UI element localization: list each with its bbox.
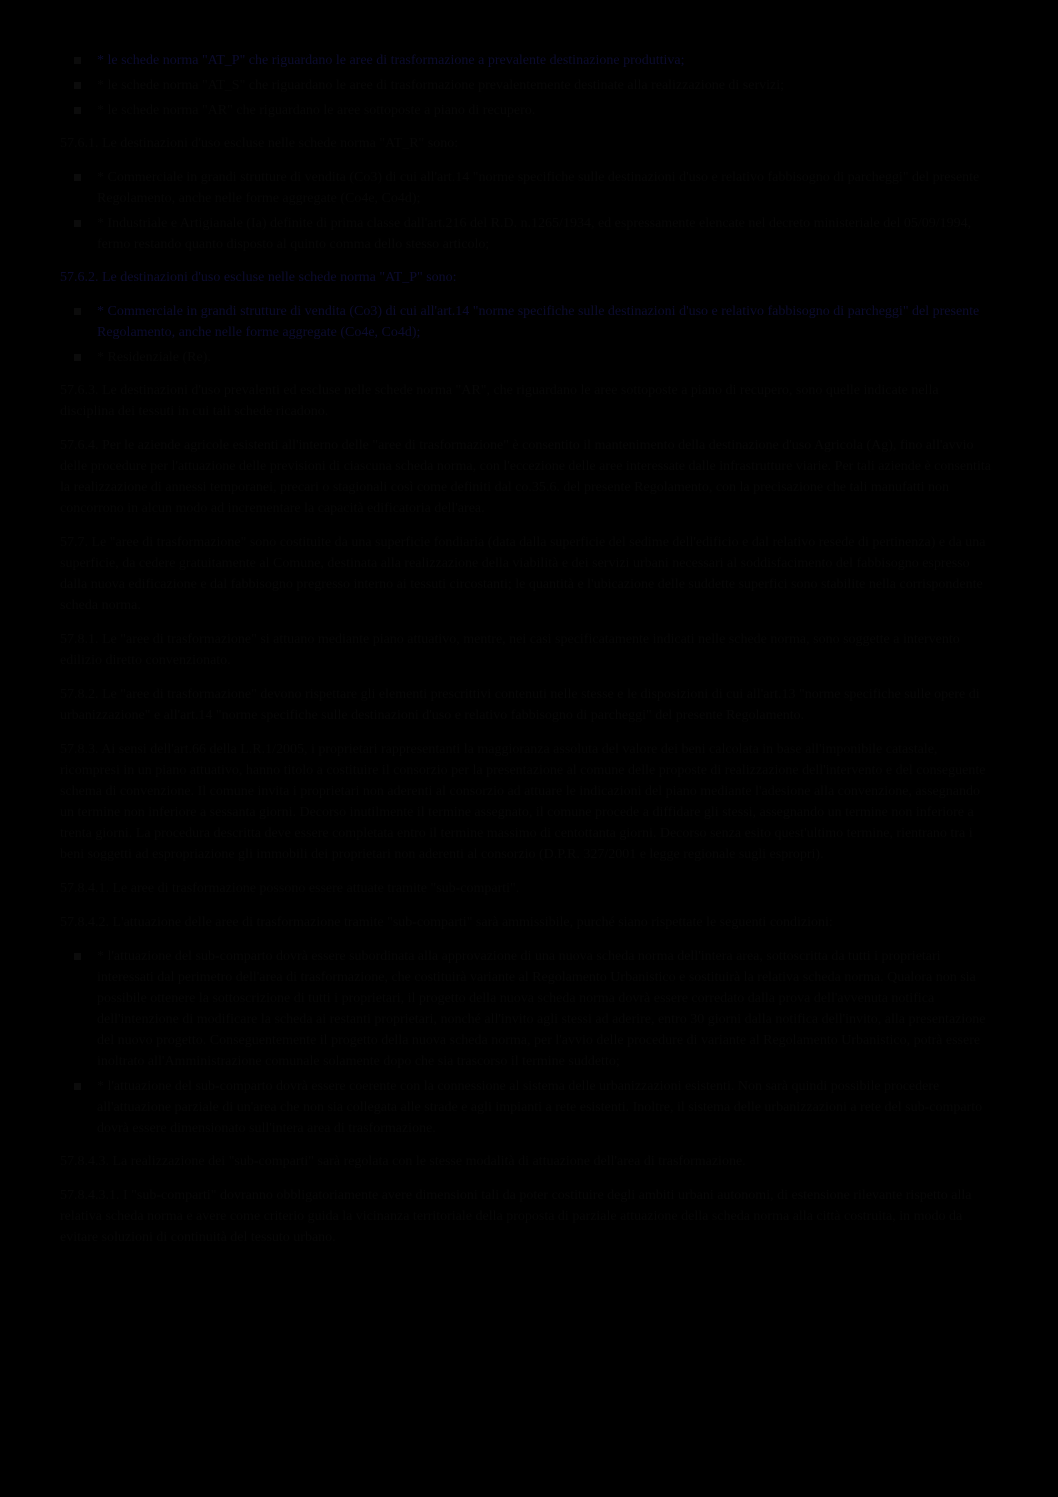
list-item-text: * Commerciale in grandi strutture di vendita (Co3) di cui all'art.14 "norme specifiche sulle destinazioni d'uso e relativo fabbisogno di parcheggi" del presente Regolamento, anche nelle forme aggregate (Co4e, Co4d); [97, 304, 980, 340]
paragraph-57-8-3: 57.8.3. Ai sensi dell'art.66 della L.R.1/2005, i proprietari rappresentanti la maggioranza assoluta del valore dei beni calcolata in base all'imponibile catastale, ricompresi in un piano attuativo, hanno titolo a costituire il consorzio per la presentazione al comune delle proposte di realizzazione dell'intervento e del conseguente schema di convenzione. Il comune invita i proprietari non aderenti al consorzio ad attuare le indicazioni del piano mediante l'adesione alla convenzione, assegnando un termine non inferiore a sessanta giorni. Decorso inutilmente il termine assegnato, il comune procede a diffidare gli stessi, assegnando un termine non inferiore a trenta giorni. La procedura descritta deve essere completata entro il termine massimo di centottanta giorni. Decorso senza esito quest'ultimo termine, rientrano tra i beni soggetti ad espropriazione gli immobili dei proprietari non aderenti al consorzio (D.P.R. 327/2001 e legge regionale sugli espropri). [60, 742, 986, 862]
list-item-text: * Industriale e Artigianale (Ia) definite di prima classe dall'art.216 del R.D. n.1265/1934, ed espressamente elencate nel decreto ministeriale del 05/09/1994, fermo restando quanto disposto al quinto comma dello stesso articolo; [97, 216, 972, 252]
document-page [60, 50, 995, 1261]
list-item-text: * Commerciale in grandi strutture di vendita (Co3) di cui all'art.14 "norme specifiche sulle destinazioni d'uso e relativo fabbisogno di parcheggi" del presente Regolamento, anche nelle forme aggregate (Co4e, Co4d); [97, 170, 980, 206]
list-item [60, 946, 995, 1072]
paragraph-57-6-2: 57.6.2. Le destinazioni d'uso escluse nelle schede norma "AT_P" sono: [60, 270, 457, 285]
paragraph-57-8-2: 57.8.2. Le "aree di trasformazione" devono rispettare gli elementi prescrittivi contenuti nelle stesse e le disposizioni di cui all'art.13 "norme specifiche sulle opere di urbanizzazione" e all'art.14 "norme specifiche sulle destinazioni d'uso e relativo fabbisogno di parcheggi" del presente Regolamento. [60, 687, 980, 723]
list-item [60, 213, 995, 255]
area-types-list [60, 50, 995, 121]
excluded-uses-at-r-list [60, 167, 995, 255]
paragraph-57-7: 57.7. Le "aree di trasformazione" sono costituite da una superficie fondiaria (data dalla superficie del sedime dell'edificio e dal relativo resede di pertinenza) e da una superficie, da cedere gratuitamente al Comune, destinata alla realizzazione della viabilità e dei servizi urbani necessari al soddisfacimento del fabbisogno espresso dalla nuova edificazione e dal fabbisogno pregresso interno ai tessuti circostanti; le quantità e l'ubicazione delle suddette superfici sono stabilite nella corrispondente scheda norma. [60, 535, 986, 613]
list-item-text: * le schede norma "AT_P" che riguardano le aree di trasformazione a prevalente destinazione produttiva; [97, 53, 685, 68]
paragraph-57-8-4-3: 57.8.4.3. La realizzazione dei "sub-comparti" sarà regolata con le stesse modalità di attuazione dell'area di trasformazione. [60, 1154, 746, 1169]
list-item-text: * le schede norma "AT_S" che riguardano le aree di trasformazione prevalentemente destinate alla realizzazione di servizi; [97, 78, 785, 93]
paragraph-57-8-4-1: 57.8.4.1. Le aree di trasformazione possono essere attuate tramite "sub-comparti". [60, 881, 520, 896]
list-item [60, 50, 995, 71]
list-item-text: * l'attuazione del sub-comparto dovrà essere coerente con la connessione al sistema delle urbanizzazioni esistenti. Non sarà quindi possibile procedere all'attuazione parziale di un'area che non sia collegata alle strade e agli impianti a rete esistenti. Inoltre, il sistema delle urbanizzazioni a rete del sub-comparto dovrà essere dimensionato sull'intera area di trasformazione. [97, 1079, 983, 1136]
square-bullet-icon [74, 953, 81, 960]
list-item [60, 1076, 995, 1139]
paragraph-57-6-1: 57.6.1. Le destinazioni d'uso escluse nelle schede norma "AT_R" sono: [60, 136, 459, 151]
paragraph-57-6-4: 57.6.4. Per le aziende agricole esistenti all'interno delle "aree di trasformazione" è consentito il mantenimento della destinazione d'uso Agricola (Ag), fino all'avvio delle procedure per l'attuazione delle previsioni di ciascuna scheda norma, con l'eccezione delle aree interessate dalle infrastrutture viarie. Per tali aziende è consentita la realizzazione di annessi temporanei, precari o stagionali così come definiti dal co.35.6. del presente Regolamento, con la precisazione che tali manufatti non concorrono in alcun modo ad incrementare la capacità edificatoria dell'area. [60, 438, 991, 516]
paragraph-57-6-3: 57.6.3. Le destinazioni d'uso prevalenti ed escluse nelle schede norma "AR", che riguardano le aree sottoposte a piano di recupero, sono quelle indicate nella disciplina dei tessuti in cui tali schede ricadono. [60, 383, 939, 419]
list-item [60, 301, 995, 343]
list-item [60, 75, 995, 96]
list-item-text: * le schede norma "AR" che riguardano le aree sottoposte a piano di recupero. [97, 103, 536, 118]
square-bullet-icon [74, 82, 81, 89]
list-item [60, 347, 995, 368]
paragraph-57-8-1: 57.8.1. Le "aree di trasformazione" si attuano mediante piano attuativo, mentre, nei casi specificatamente indicati nelle schede norma, sono soggette a intervento edilizio diretto convenzionato. [60, 632, 960, 668]
square-bullet-icon [74, 308, 81, 315]
list-item-text: * l'attuazione del sub-comparto dovrà essere subordinata alla approvazione di una nuova scheda norma dell'intera area, sottoscritta da tutti i proprietari interessati dal perimetro dell'area di trasformazione, che costituirà variante al Regolamento Urbanistico e sostituirà la relativa scheda norma. Qualora non sia possibile ottenere la sottoscrizione di tutti i proprietari, il progetto della nuova scheda norma dovrà essere corredato dalla prova dell'avvenuta notifica dell'intenzione di modificare la scheda ai restanti proprietari, nonché all'invito agli stessi ad aderire, entro 30 giorni dalla notifica dell'invito, alla presentazione del nuovo progetto. Conseguentemente il progetto della nuova scheda norma, per l'avvio delle procedure di variante al Regolamento Urbanistico, potrà essere inoltrato all'Amministrazione comunale solamente dopo che sia trascorso il termine suddetto; [97, 949, 986, 1069]
square-bullet-icon [74, 107, 81, 114]
square-bullet-icon [74, 57, 81, 64]
paragraph-57-8-4-3-1: 57.8.4.3.1. I "sub-comparti" dovranno obbligatoriamente avere dimensioni tali da poter costituire degli ambiti urbani autonomi, di estensione rilevante rispetto alla relativa scheda norma e avere come criterio guida la vicinanza territoriale della proposta di parziale attuazione della scheda norma alla città costruita, in modo da evitare soluzioni di continuità del tessuto urbano. [60, 1188, 972, 1245]
paragraph-57-8-4-2: 57.8.4.2. L'attuazione delle aree di trasformazione tramite "sub-comparti" sarà ammissibile, purché siano rispettate le seguenti condizioni: [60, 915, 833, 930]
list-item-text: * Residenziale (Re). [97, 350, 211, 365]
square-bullet-icon [74, 174, 81, 181]
list-item [60, 167, 995, 209]
square-bullet-icon [74, 220, 81, 227]
square-bullet-icon [74, 1083, 81, 1090]
list-item [60, 100, 995, 121]
excluded-uses-at-p-list [60, 301, 995, 368]
square-bullet-icon [74, 354, 81, 361]
sub-comparti-conditions-list [60, 946, 995, 1139]
